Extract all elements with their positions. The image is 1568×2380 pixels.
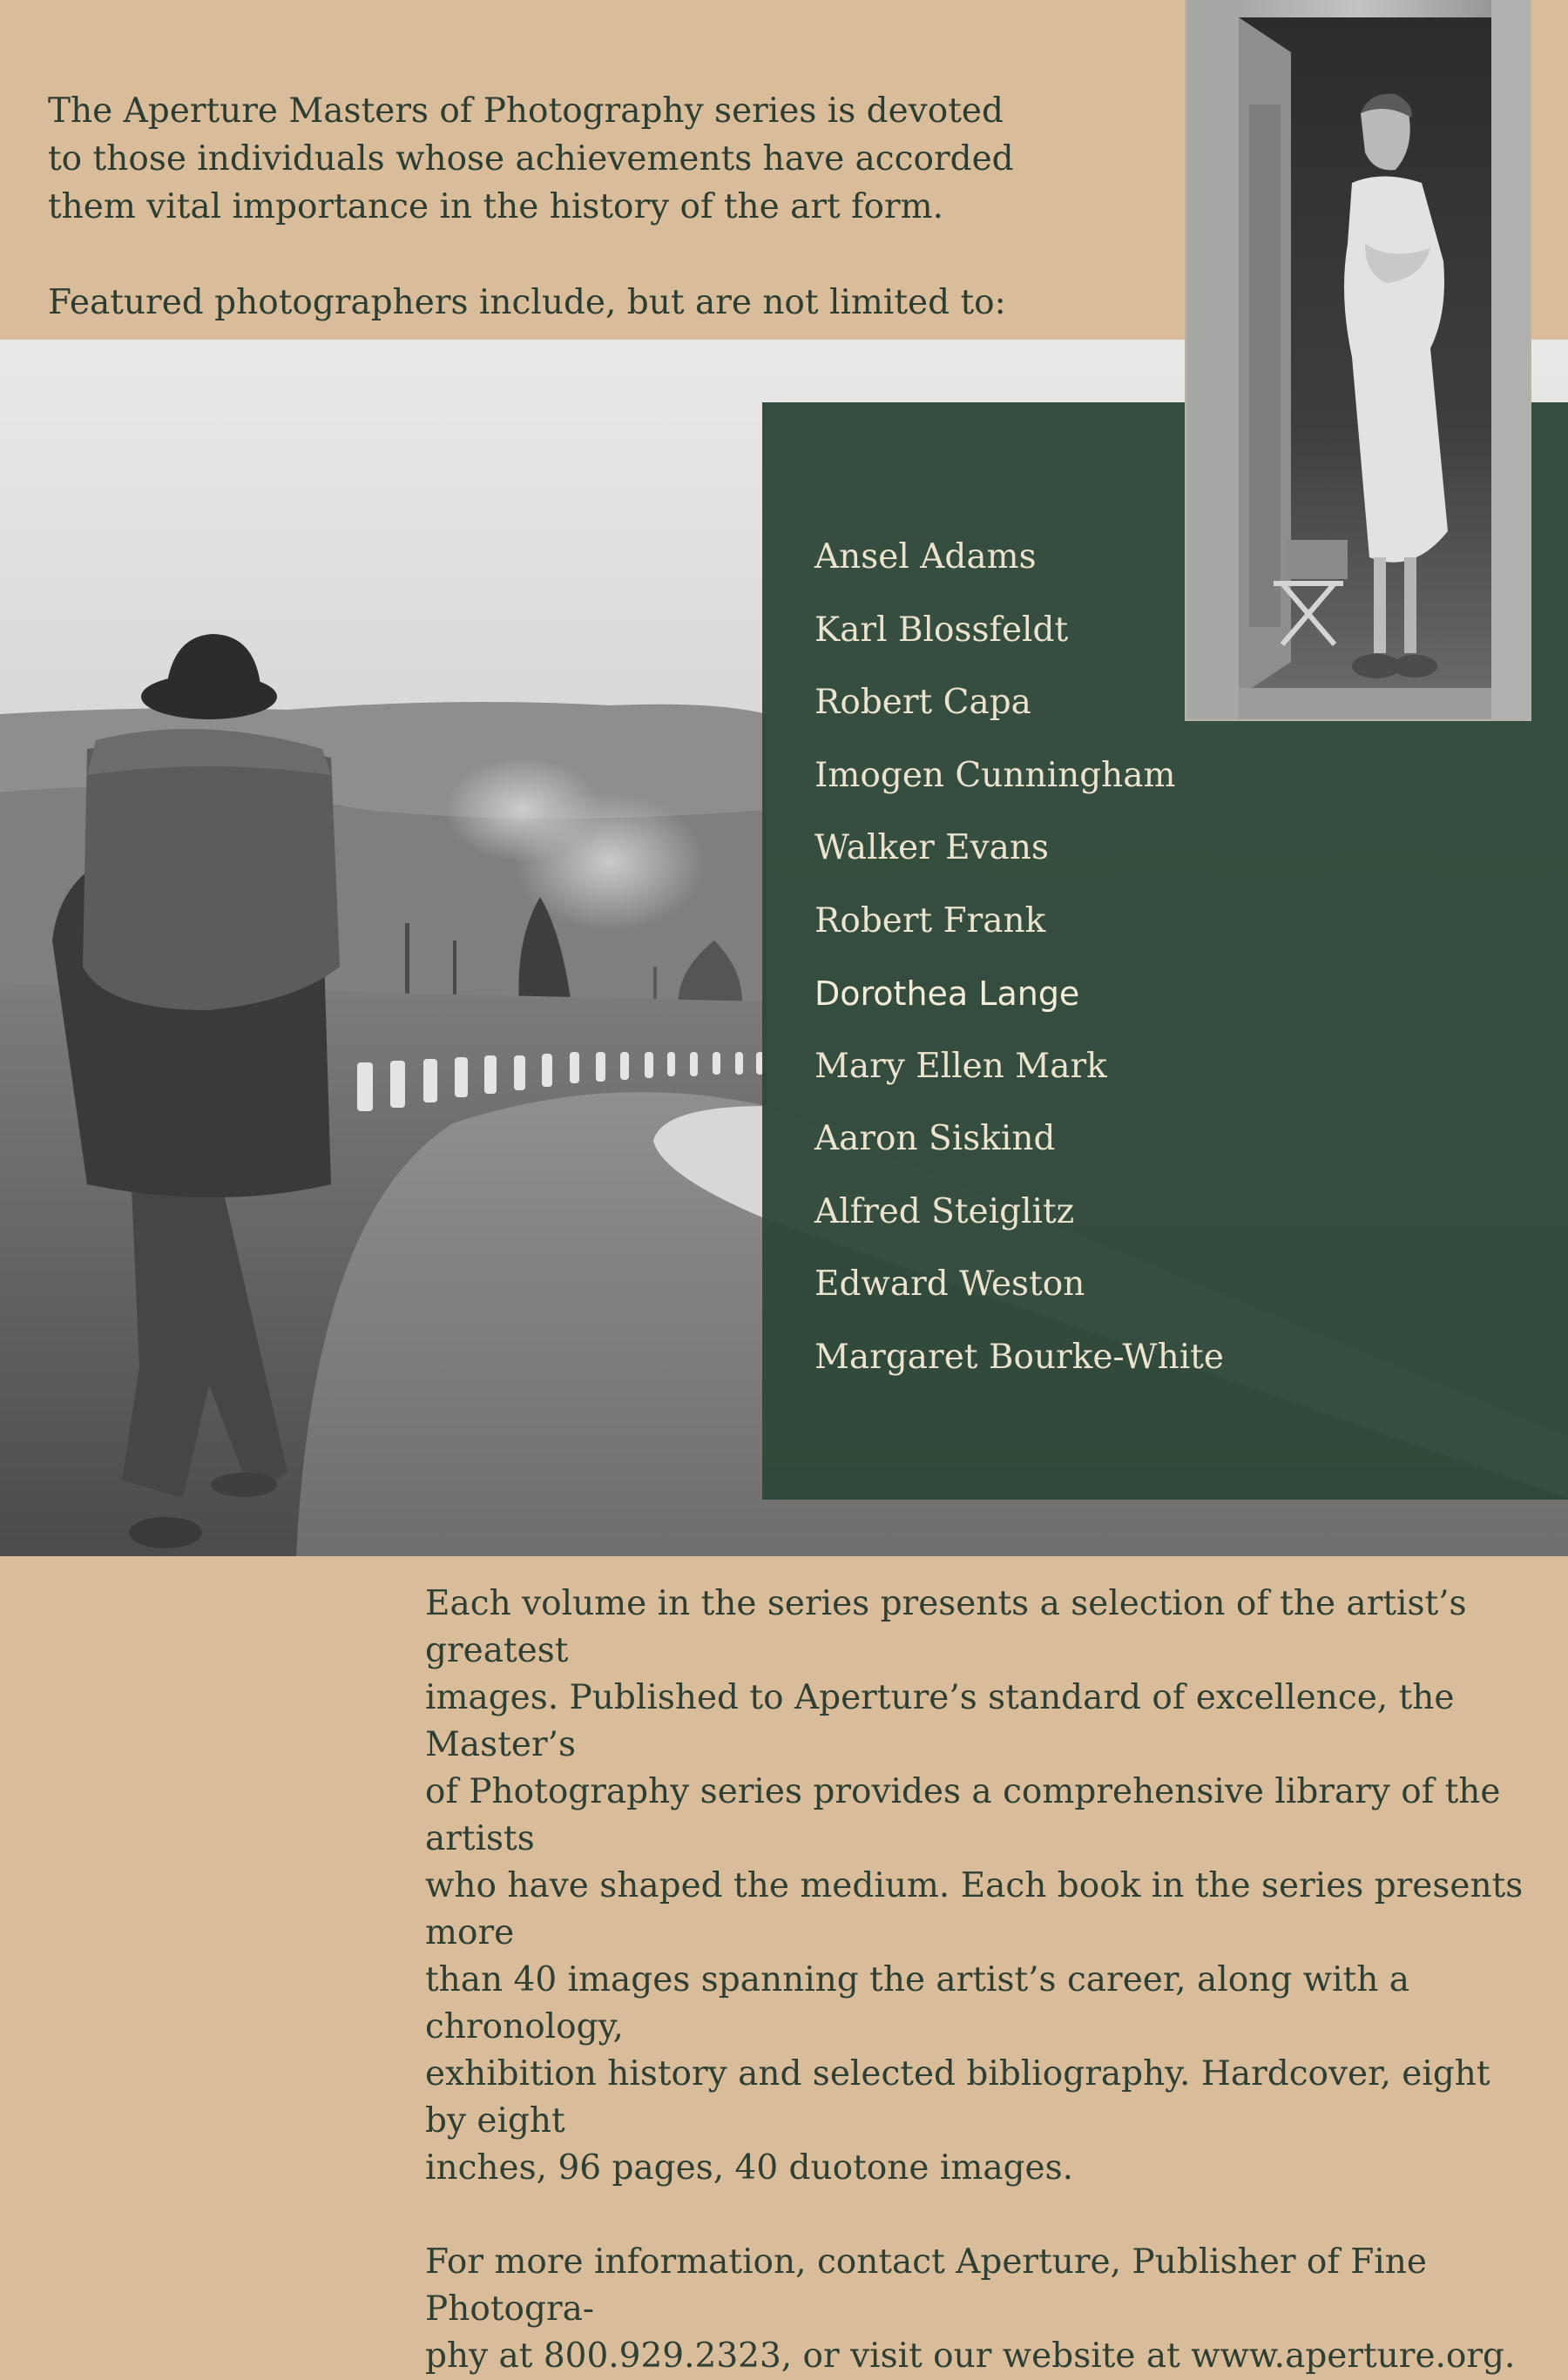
photographer-name-highlighted: Dorothea Lange [814,974,1080,1013]
photographer-name: Imogen Cunningham [814,755,1176,795]
intro-line: The Aperture Masters of Photography series is devoted [48,91,1004,131]
description-line: than 40 images spanning the artist’s career, along with a chronology, [425,1960,1409,2046]
photographer-name: Karl Blossfeldt [814,610,1069,650]
description-line: images. Published to Aperture’s standard of excellence, the Master’s [425,1678,1455,1764]
description-text [425,1581,1531,2380]
contact-line: phy at 800.929.2323, or visit our website at www.aperture.org. [425,2336,1516,2376]
description-line: of Photography series provides a comprehensive library of the artists [425,1772,1501,1858]
photographer-name: Edward Weston [814,1264,1085,1304]
doorway-woman-photo [1186,0,1530,719]
description-line: inches, 96 pages, 40 duotone images. [425,2148,1074,2188]
description-line: who have shaped the medium. Each book in the series presents more [425,1866,1524,1952]
photographer-name: Mary Ellen Mark [814,1046,1107,1086]
intro-line: to those individuals whose achievements have accorded [48,139,1014,179]
photographer-name: Margaret Bourke-White [814,1337,1224,1377]
photographer-name: Ansel Adams [814,537,1037,576]
description-line: exhibition history and selected bibliography. Hardcover, eight by eight [425,2054,1490,2141]
intro-line: them vital importance in the history of the art form. [48,187,944,226]
photographer-name: Aaron Siskind [814,1119,1056,1158]
contact-line: For more information, contact Aperture, Publisher of Fine Photogra- [425,2242,1427,2329]
photographer-name: Robert Frank [814,900,1046,941]
doorway-woman-illustration [1186,0,1530,719]
description-line: Each volume in the series presents a selection of the artist’s greatest [425,1584,1467,1670]
photographer-name: Walker Evans [814,828,1050,867]
photographer-name: Alfred Steiglitz [814,1191,1075,1231]
featured-heading: Featured photographers include, but are not limited to: [48,283,1006,322]
photographer-name: Robert Capa [814,683,1031,722]
intro-text [48,87,1137,327]
